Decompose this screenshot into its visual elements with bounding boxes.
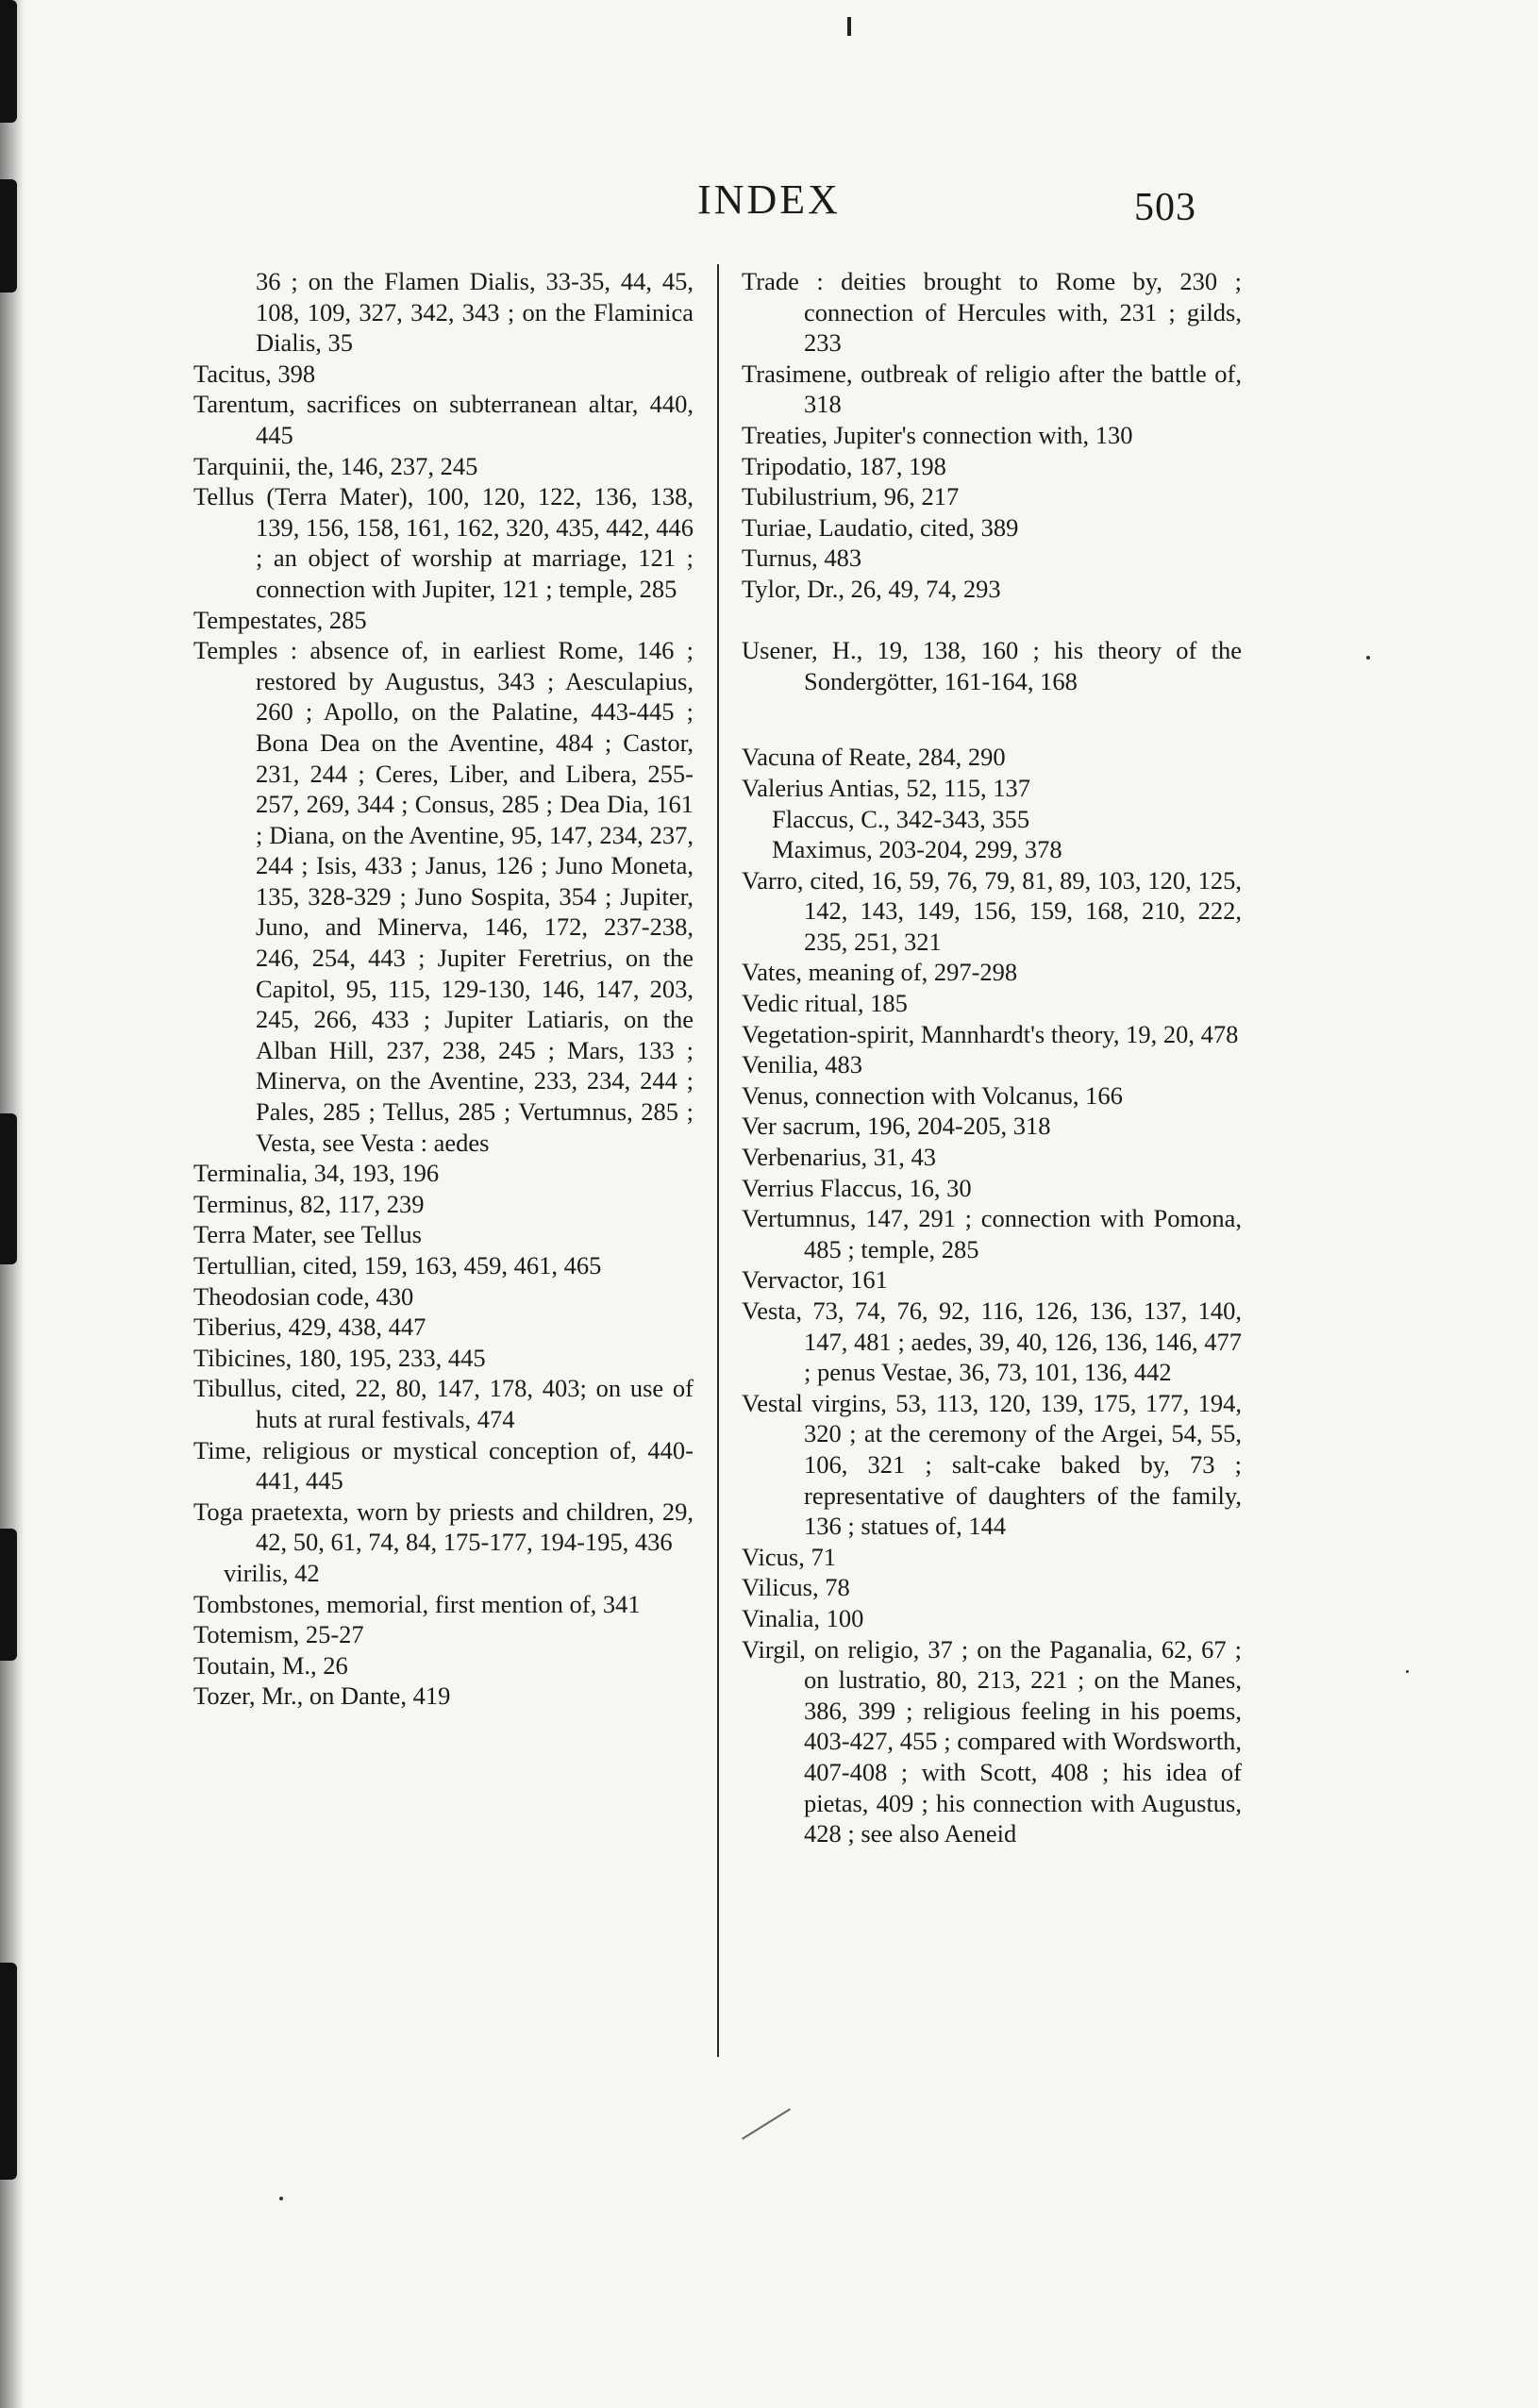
index-entry: Vates, meaning of, 297-298 (742, 958, 1018, 987)
index-entry: Turnus, 483 (742, 543, 862, 573)
scan-blot (0, 1529, 17, 1661)
index-entry: Terminalia, 34, 193, 196 (193, 1159, 440, 1188)
index-entry: Trade : deities brought to Rome by, 230 ; connection of Hercules with, 231 ; gilds, 233 (742, 267, 1242, 358)
index-entry: Time, religious or mystical conception of, 440-441, 445 (193, 1435, 694, 1496)
index-entry: 36 ; on the Flamen Dialis, 33-35, 44, 45, 108, 109, 327, 342, 343 ; on the Flaminica Dialis, 35 (256, 267, 694, 358)
entry-spacer (742, 605, 1242, 636)
top-print-mark (847, 17, 851, 36)
scan-blot (0, 0, 17, 123)
page-number: 503 (1134, 186, 1196, 229)
index-entry: Tombstones, memorial, first mention of, 341 (193, 1589, 641, 1618)
index-entry: Tibullus, cited, 22, 80, 147, 178, 403; on use of huts at rural festivals, 474 (193, 1374, 694, 1433)
index-entry: Venilia, 483 (742, 1050, 863, 1079)
index-entry: virilis, 42 (224, 1558, 320, 1587)
index-entry: Vestal virgins, 53, 113, 120, 139, 175, 177, 194, 320 ; at the ceremony of the Argei, 54, 55, 106, 321 ; salt-cake baked by, 73 ; representative of daughters of the family, 136 ; statues of, 144 (742, 1388, 1242, 1541)
index-entry: Tarquinii, the, 146, 237, 245 (193, 451, 478, 480)
index-entry: Tiberius, 429, 438, 447 (193, 1313, 426, 1342)
index-entry: Vacuna of Reate, 284, 290 (742, 743, 1006, 772)
scan-blot (0, 1963, 17, 2180)
index-entry: Vervactor, 161 (742, 1265, 888, 1295)
index-entry: Toga praetexta, worn by priests and children, 29, 42, 50, 61, 74, 84, 175-177, 194-195, 436 (193, 1497, 694, 1557)
index-entry: Treaties, Jupiter's connection with, 130 (742, 420, 1133, 449)
index-entry: Valerius Antias, 52, 115, 137 (742, 773, 1030, 802)
index-entry: Vicus, 71 (742, 1542, 836, 1571)
index-entry: Virgil, on religio, 37 ; on the Paganalia, 62, 67 ; on lustratio, 80, 213, 221 ; on the Manes, 386, 399 ; religious feeling in his poems, 403-427, 455 ; compared with Wordsworth, 407-408 ; with Scott, 408 ; his idea of pietas, 409 ; his connection with Augustus, 428 ; see also Aeneid (742, 1634, 1242, 1848)
index-entry: Usener, H., 19, 138, 160 ; his theory of the Sondergötter, 161-164, 168 (742, 636, 1242, 695)
index-entry: Maximus, 203-204, 299, 378 (772, 835, 1062, 864)
index-entry: Tempestates, 285 (193, 605, 367, 634)
dust-speck (1366, 656, 1370, 660)
index-entry: Toutain, M., 26 (193, 1650, 348, 1680)
dust-speck (1406, 1670, 1409, 1673)
index-entry: Tertullian, cited, 159, 163, 459, 461, 465 (193, 1251, 602, 1279)
index-entry: Vegetation-spirit, Mannhardt's theory, 19, 20, 478 (742, 1019, 1239, 1048)
index-entry: Vertumnus, 147, 291 ; connection with Pomona, 485 ; temple, 285 (742, 1204, 1242, 1263)
left-index-column (193, 266, 694, 1712)
index-entry: Ver sacrum, 196, 204-205, 318 (742, 1112, 1051, 1141)
index-entry: Theodosian code, 430 (193, 1281, 414, 1311)
index-entry: Venus, connection with Volcanus, 166 (742, 1080, 1123, 1110)
index-entry: Tripodatio, 187, 198 (742, 451, 946, 480)
index-entry: Vesta, 73, 74, 76, 92, 116, 126, 136, 137, 140, 147, 481 ; aedes, 39, 40, 126, 136, 146, 477 ; penus Vestae, 36, 73, 101, 136, 442 (742, 1296, 1242, 1387)
index-entry: Trasimene, outbreak of religio after the battle of, 318 (742, 359, 1242, 419)
index-entry: Turiae, Laudatio, cited, 389 (742, 512, 1019, 542)
index-entry: Tarentum, sacrifices on subterranean altar, 440, 445 (193, 390, 694, 449)
index-entry: Tibicines, 180, 195, 233, 445 (193, 1343, 486, 1372)
index-entry: Terra Mater, see Tellus (193, 1220, 422, 1249)
index-entry: Tubilustrium, 96, 217 (742, 482, 960, 511)
entry-spacer (742, 696, 1242, 742)
index-entry: Flaccus, C., 342-343, 355 (772, 804, 1030, 833)
index-entry: Tylor, Dr., 26, 49, 74, 293 (742, 574, 1001, 603)
index-entry: Tellus (Terra Mater), 100, 120, 122, 136, 138, 139, 156, 158, 161, 162, 320, 435, 442, 446 ; an object of worship at marriage, 121 ; connection with Jupiter, 121 ; temple, 285 (193, 482, 694, 603)
index-entry: Vilicus, 78 (742, 1573, 850, 1602)
index-entry: Tozer, Mr., on Dante, 419 (193, 1681, 451, 1711)
index-entry: Temples : absence of, in earliest Rome, 146 ; restored by Augustus, 343 ; Aesculapius, 260 ; Apollo, on the Palatine, 443-445 ; Bona Dea on the Aventine, 484 ; Castor, 231, 244 ; Ceres, Liber, and Libera, 255-257, 269, 344 ; Consus, 285 ; Dea Dia, 161 ; Diana, on the Aventine, 95, 147, 234, 237, 244 ; Isis, 433 ; Janus, 126 ; Juno Moneta, 135, 328-329 ; Juno Sospita, 354 ; Jupiter, Juno, and Minerva, 146, 172, 237-238, 246, 254, 443 ; Jupiter Feretrius, on the Capitol, 95, 115, 129-130, 146, 147, 203, 245, 266, 433 ; Jupiter Latiaris, on the Alban Hill, 237, 238, 245 ; Mars, 133 ; Minerva, on the Aventine, 233, 234, 244 ; Pales, 285 ; Tellus, 285 ; Vertumnus, 285 ; Vesta, see Vesta : aedes (193, 636, 694, 1157)
index-entry: Varro, cited, 16, 59, 76, 79, 81, 89, 103, 120, 125, 142, 143, 149, 156, 159, 168, 210, 222, 235, 251, 321 (742, 865, 1242, 956)
index-entry: Totemism, 25-27 (193, 1620, 364, 1649)
dust-speck (279, 2197, 283, 2200)
page-title: INDEX (697, 176, 841, 223)
column-divider (717, 264, 719, 2057)
pencil-mark (742, 2108, 791, 2139)
right-index-column (742, 266, 1242, 1849)
index-entry: Verbenarius, 31, 43 (742, 1143, 937, 1172)
scan-blot (0, 1113, 17, 1264)
index-entry: Vinalia, 100 (742, 1603, 864, 1632)
index-entry: Verrius Flaccus, 16, 30 (742, 1173, 972, 1202)
index-entry: Tacitus, 398 (193, 359, 316, 388)
index-entry: Terminus, 82, 117, 239 (193, 1189, 425, 1218)
index-entry: Vedic ritual, 185 (742, 989, 908, 1018)
